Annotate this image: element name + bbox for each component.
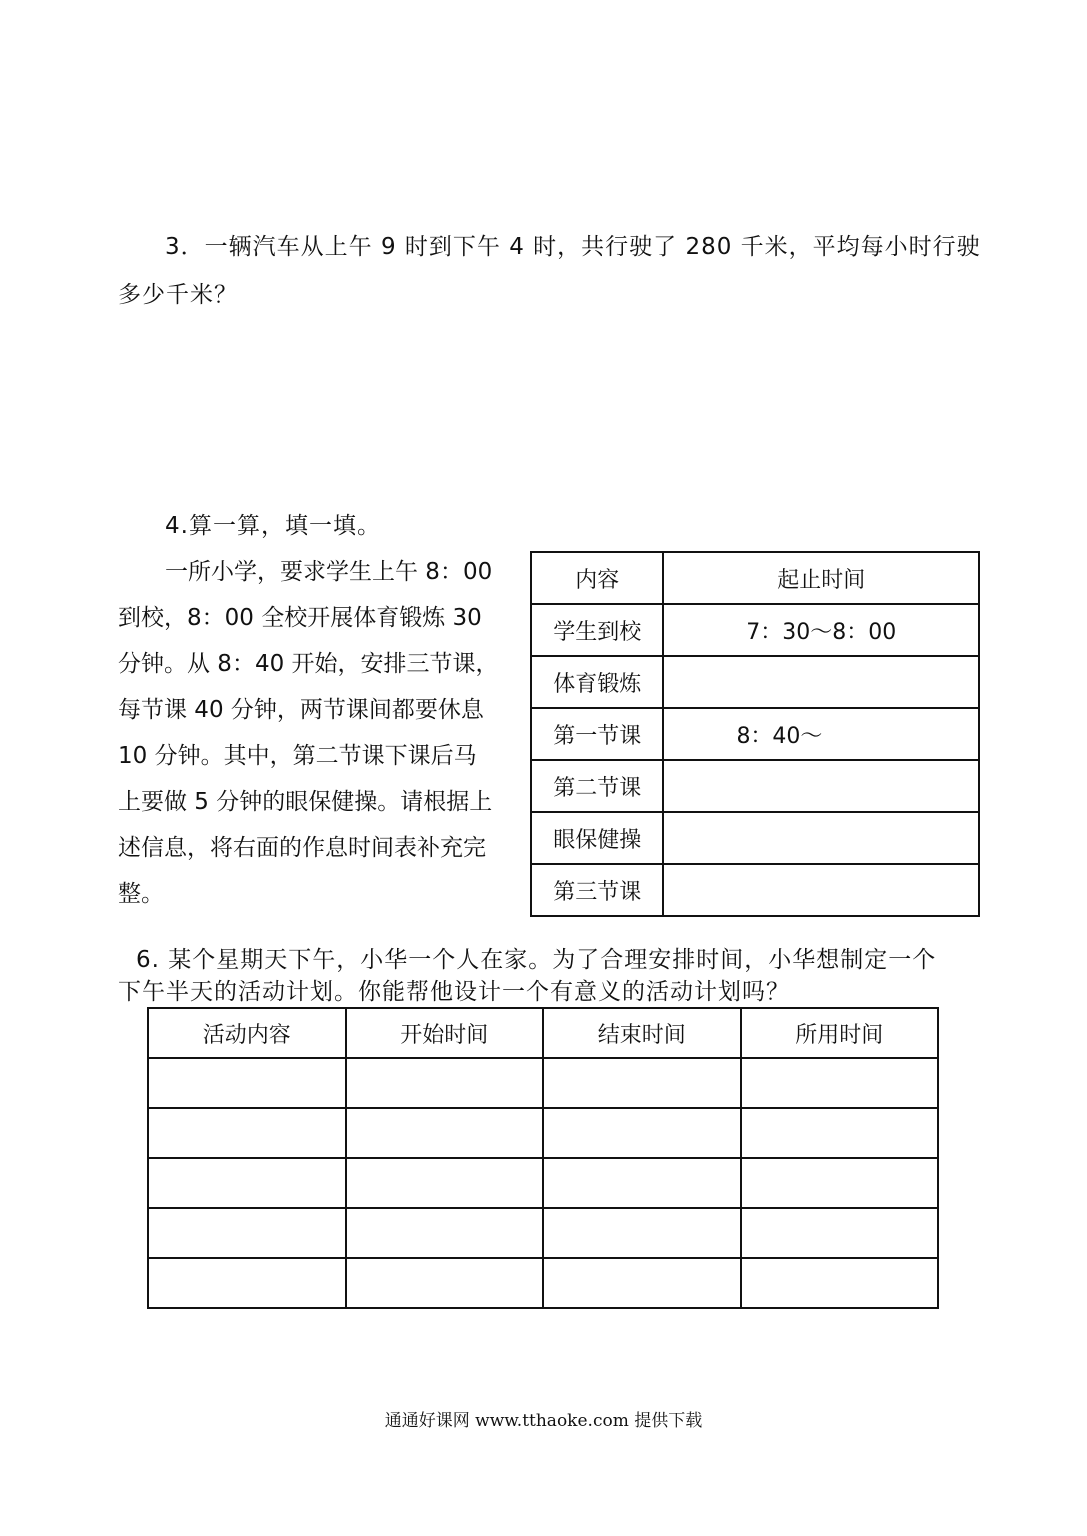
header-content: 内容	[531, 552, 663, 604]
blank-cell[interactable]	[148, 1108, 346, 1158]
row-time-cell[interactable]: 8：40～	[663, 708, 979, 760]
table-row	[531, 812, 979, 864]
blank-cell[interactable]	[543, 1058, 741, 1108]
row-time-cell[interactable]	[663, 812, 979, 864]
q4-text-line: 10 分钟。其中，第二节课下课后马	[118, 743, 477, 769]
q4-text-line: 述信息，将右面的作息时间表补充完	[118, 835, 486, 861]
blank-cell[interactable]	[346, 1108, 544, 1158]
table-header-row	[148, 1008, 938, 1058]
blank-cell[interactable]	[148, 1208, 346, 1258]
header-end-time: 结束时间	[543, 1008, 741, 1058]
blank-cell[interactable]	[346, 1208, 544, 1258]
q4-title: 4.算一算，填一填。	[165, 513, 381, 539]
q4-text-line: 一所小学，要求学生上午 8：00	[165, 559, 493, 585]
row-time-cell[interactable]	[663, 760, 979, 812]
blank-cell[interactable]	[346, 1158, 544, 1208]
table-row	[531, 864, 979, 916]
row-time-cell[interactable]: 7：30～8：00	[663, 604, 979, 656]
table-row	[531, 760, 979, 812]
blank-cell[interactable]	[148, 1158, 346, 1208]
page-footer: 通通好课网 www.tthaoke.com 提供下载	[384, 1411, 703, 1431]
q3-text-line2: 多少千米？	[118, 282, 238, 308]
blank-cell[interactable]	[741, 1208, 939, 1258]
blank-cell[interactable]	[148, 1058, 346, 1108]
blank-cell[interactable]	[741, 1158, 939, 1208]
row-label: 第二节课	[531, 760, 663, 812]
q6-text-line2: 下午半天的活动计划。你能帮他设计一个有意义的活动计划吗？	[118, 979, 790, 1005]
blank-cell[interactable]	[346, 1058, 544, 1108]
header-start-time: 开始时间	[346, 1008, 544, 1058]
row-label: 学生到校	[531, 604, 663, 656]
q4-text-line: 分钟。从 8：40 开始，安排三节课，	[118, 651, 499, 677]
schedule-table	[530, 551, 980, 917]
blank-cell[interactable]	[741, 1258, 939, 1308]
blank-cell[interactable]	[543, 1258, 741, 1308]
row-label: 体育锻炼	[531, 656, 663, 708]
q4-text-line: 每节课 40 分钟，两节课间都要休息	[118, 697, 484, 723]
blank-cell[interactable]	[148, 1258, 346, 1308]
table-row	[531, 656, 979, 708]
q6-text-line1: 6. 某个星期天下午，小华一个人在家。为了合理安排时间，小华想制定一个	[136, 947, 937, 973]
blank-cell[interactable]	[346, 1258, 544, 1308]
q4-description	[118, 549, 514, 917]
row-label: 眼保健操	[531, 812, 663, 864]
table-row	[148, 1258, 938, 1308]
blank-cell[interactable]	[543, 1158, 741, 1208]
row-time-cell[interactable]	[663, 656, 979, 708]
row-label: 第一节课	[531, 708, 663, 760]
table-row	[148, 1058, 938, 1108]
header-duration: 所用时间	[741, 1008, 939, 1058]
blank-cell[interactable]	[741, 1058, 939, 1108]
header-time-range: 起止时间	[663, 552, 979, 604]
table-row	[148, 1208, 938, 1258]
table-row	[148, 1108, 938, 1158]
header-activity: 活动内容	[148, 1008, 346, 1058]
blank-cell[interactable]	[543, 1108, 741, 1158]
row-label: 第三节课	[531, 864, 663, 916]
q4-text-line: 上要做 5 分钟的眼保健操。请根据上	[118, 789, 493, 815]
blank-cell[interactable]	[543, 1208, 741, 1258]
table-row	[531, 708, 979, 760]
table-row	[148, 1158, 938, 1208]
q3-text-line1: 3．一辆汽车从上午 9 时到下午 4 时，共行驶了 280 千米，平均每小时行驶	[165, 234, 981, 260]
table-row	[531, 604, 979, 656]
table-header-row	[531, 552, 979, 604]
activity-plan-table	[147, 1007, 939, 1309]
q4-text-line: 到校，8：00 全校开展体育锻炼 30	[118, 605, 482, 631]
blank-cell[interactable]	[741, 1108, 939, 1158]
q4-text-line: 整。	[118, 881, 164, 907]
row-time-cell[interactable]	[663, 864, 979, 916]
